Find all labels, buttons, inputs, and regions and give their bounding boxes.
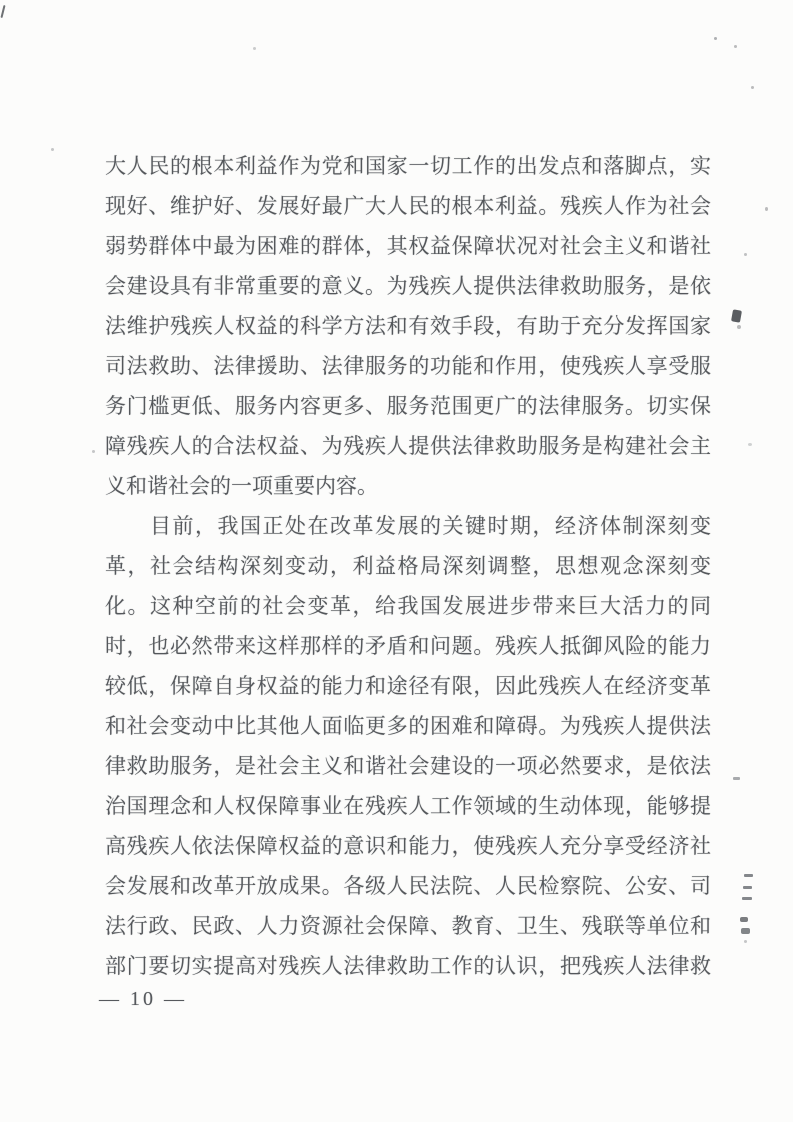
ink-blot	[731, 309, 742, 322]
text-line: 司法救助、法律援助、法律服务的功能和作用，使残疾人享受服	[105, 354, 711, 378]
page-number: — 10 —	[99, 988, 187, 1010]
text-line: 现好、维护好、发展好最广大人民的根本利益。残疾人作为社会	[105, 194, 711, 218]
scan-speck	[737, 325, 741, 329]
text-line: 法行政、民政、人力资源社会保障、教育、卫生、残联等单位和	[105, 914, 711, 938]
scan-speck	[92, 450, 95, 453]
text-line: 义和谐社会的一项重要内容。	[105, 474, 378, 498]
scan-speck	[734, 45, 737, 48]
text-line: 部门要切实提高对残疾人法律救助工作的认识，把残疾人法律救	[105, 954, 711, 978]
scan-speck	[714, 37, 717, 40]
margin-dash	[743, 886, 752, 889]
text-line: 会发展和改革开放成果。各级人民法院、人民检察院、公安、司	[105, 874, 711, 898]
ink-blot	[740, 917, 748, 922]
scan-speck	[744, 253, 747, 256]
text-line: 律救助服务，是社会主义和谐社会建设的一项必然要求，是依法	[105, 754, 711, 778]
text-line: 高残疾人依法保障权益的意识和能力，使残疾人充分享受经济社	[105, 834, 711, 858]
text-line: 会建设具有非常重要的意义。为残疾人提供法律救助服务，是依	[105, 274, 711, 298]
scan-speck	[765, 207, 768, 211]
ink-blot	[741, 928, 750, 934]
text-line: 较低，保障自身权益的能力和途径有限，因此残疾人在经济变革	[105, 674, 711, 698]
margin-dash	[742, 897, 752, 900]
scan-speck	[748, 443, 752, 446]
scan-speck	[751, 86, 754, 89]
body-text	[105, 146, 711, 986]
text-line: 大人民的根本利益作为党和国家一切工作的出发点和落脚点，实	[105, 154, 711, 178]
text-line: 务门槛更低、服务内容更多、服务范围更广的法律服务。切实保	[105, 394, 711, 418]
text-line: 弱势群体中最为困难的群体，其权益保障状况对社会主义和谐社	[105, 234, 711, 258]
margin-dash	[744, 874, 753, 877]
text-line: 障残疾人的合法权益、为残疾人提供法律救助服务是构建社会主	[105, 434, 711, 458]
scan-speck	[0, 5, 5, 18]
text-line: 时，也必然带来这样那样的矛盾和问题。残疾人抵御风险的能力	[105, 634, 711, 658]
scan-speck	[733, 777, 740, 780]
text-line: 治国理念和人权保障事业在残疾人工作领域的生动体现，能够提	[105, 794, 711, 818]
text-line: 化。这种空前的社会变革，给我国发展进步带来巨大活力的同	[105, 594, 711, 618]
text-line: 和社会变动中比其他人面临更多的困难和障碍。为残疾人提供法	[105, 714, 711, 738]
scan-speck	[51, 148, 54, 151]
text-line: 目前，我国正处在改革发展的关键时期，经济体制深刻变	[105, 514, 711, 538]
scan-speck	[744, 940, 747, 943]
scan-speck	[253, 47, 256, 50]
text-line: 法维护残疾人权益的科学方法和有效手段，有助于充分发挥国家	[105, 314, 711, 338]
text-line: 革，社会结构深刻变动，利益格局深刻调整，思想观念深刻变	[105, 554, 711, 578]
